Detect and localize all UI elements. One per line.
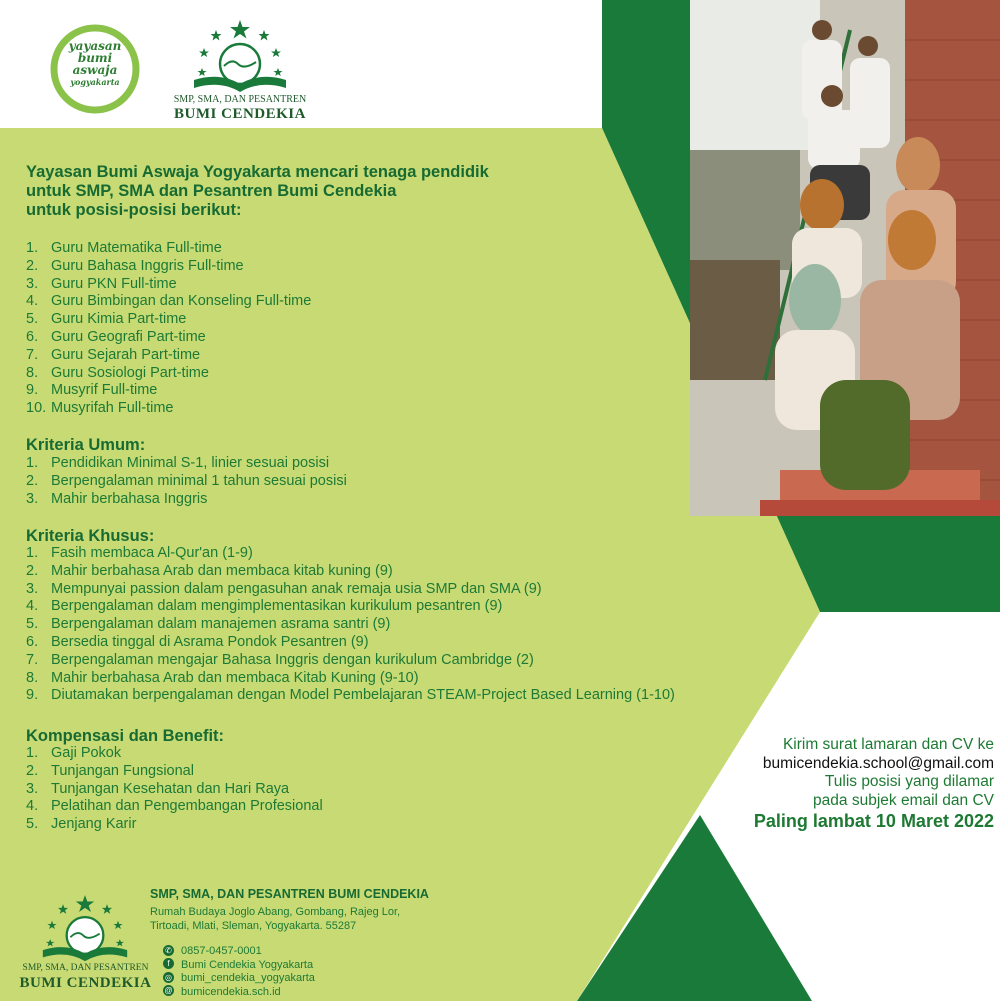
list-item: 10. Musyrifah Full-time (26, 400, 174, 417)
list-item: 2. Mahir berbahasa Arab dan membaca kitab kuning (9) (26, 562, 393, 579)
whatsapp-icon: ✆ (163, 945, 174, 956)
application-instructions (694, 736, 994, 831)
intro-line: Yayasan Bumi Aswaja Yogyakarta mencari tenaga pendidik (26, 163, 489, 181)
intro-heading (26, 163, 586, 220)
group-photo (690, 0, 1000, 516)
list-item: 2. Guru Bahasa Inggris Full-time (26, 257, 244, 274)
yayasan-logo-line: yogyakarta (70, 77, 120, 87)
list-item: 4. Guru Bimbingan dan Konseling Full-time (26, 293, 312, 310)
kriteria-umum-list (26, 455, 347, 508)
instruction-line: pada subjek email dan CV (813, 791, 994, 809)
list-item: 4. Pelatihan dan Pengembangan Profesional (26, 798, 323, 815)
list-item: 8. Guru Sosiologi Part-time (26, 364, 209, 381)
web-icon: @ (164, 986, 173, 996)
instruction-line: Kirim surat lamaran dan CV ke (782, 736, 994, 753)
list-item: 3. Mempunyai passion dalam pengasuhan anak remaja usia SMP dan SMA (9) (26, 580, 542, 597)
bumi-cendekia-emblem (180, 18, 300, 96)
logo-subtitle: SMP, SMA, DAN PESANTREN (173, 94, 307, 105)
list-item: 3. Guru PKN Full-time (26, 275, 177, 292)
list-item: 1. Pendidikan Minimal S-1, linier sesuai posisi (26, 455, 330, 471)
kriteria-umum-heading: Kriteria Umum: (26, 436, 146, 454)
address-line: Rumah Budaya Joglo Abang, Gombang, Rajeg Lor, (150, 906, 401, 918)
intro-line: untuk posisi-posisi berikut: (26, 201, 242, 219)
yayasan-logo-line: aswaja (72, 63, 118, 77)
footer-emblem (30, 893, 140, 965)
list-item: 7. Guru Sejarah Part-time (26, 346, 201, 363)
social-item-facebook[interactable]: f Bumi Cendekia Yogyakarta (163, 959, 315, 973)
footer-address (150, 905, 400, 933)
footer-logo-name: BUMI CENDEKIA (19, 975, 152, 991)
footer-title: SMP, SMA, DAN PESANTREN BUMI CENDEKIA (150, 887, 429, 901)
instagram-icon: ◎ (163, 972, 174, 983)
footer-logo-subtitle: SMP, SMA, DAN PESANTREN (22, 963, 149, 973)
yayasan-logo-text (50, 40, 140, 88)
list-item: 3. Tunjangan Kesehatan dan Hari Raya (26, 780, 290, 797)
list-item: 1. Fasih membaca Al-Qur'an (1-9) (26, 545, 253, 561)
list-item: 2. Tunjangan Fungsional (26, 762, 194, 779)
list-item: 5. Berpengalaman dalam manajemen asrama santri (9) (26, 616, 391, 633)
list-item: 1. Guru Matematika Full-time (26, 240, 222, 256)
yayasan-logo-line: bumi (77, 51, 113, 65)
social-item-website[interactable]: @ bumicendekia.sch.id (164, 985, 281, 998)
social-links (163, 945, 315, 999)
list-item: 7. Berpengalaman mengajar Bahasa Inggris dengan kurikulum Cambridge (2) (26, 651, 534, 668)
list-item: 2. Berpengalaman minimal 1 tahun sesuai posisi (26, 472, 347, 489)
logo-school-name: BUMI CENDEKIA (174, 106, 306, 122)
kompensasi-list (26, 745, 323, 834)
list-item: 6. Bersedia tinggal di Asrama Pondok Pesantren (9) (26, 633, 369, 650)
email-link[interactable]: bumicendekia.school@gmail.com (762, 754, 994, 772)
instruction-line: Tulis posisi yang dilamar (824, 773, 994, 790)
kriteria-khusus-list (26, 545, 675, 705)
kompensasi-heading: Kompensasi dan Benefit: (26, 727, 225, 745)
facebook-icon: f (163, 958, 174, 969)
intro-line: untuk SMP, SMA dan Pesantren Bumi Cendekia (26, 182, 397, 200)
social-item-instagram[interactable]: ◎ bumi_cendekia_yogyakarta (165, 972, 315, 984)
list-item: 9. Diutamakan berpengalaman dengan Model Pembelajaran STEAM-Project Based Learning (1-10) (26, 687, 675, 704)
list-item: 5. Jenjang Karir (26, 816, 137, 833)
address-line: Tirtoadi, Mlati, Sleman, Yogyakarta. 55287 (150, 920, 357, 932)
list-item: 9. Musyrif Full-time (26, 382, 158, 399)
social-item-phone[interactable]: ✆ 0857-0457-0001 (163, 945, 315, 959)
list-item: 5. Guru Kimia Part-time (26, 311, 187, 328)
list-item: 6. Guru Geografi Part-time (26, 328, 206, 345)
list-item: 8. Mahir berbahasa Arab dan membaca Kitab Kuning (9-10) (26, 669, 419, 686)
list-item: 4. Berpengalaman dalam mengimplementasikan kurikulum pesantren (9) (26, 598, 503, 615)
kriteria-khusus-heading: Kriteria Khusus: (26, 527, 155, 545)
yayasan-logo-line: yayasan (68, 39, 122, 53)
positions-list (26, 240, 311, 418)
list-item: 1. Gaji Pokok (26, 745, 122, 761)
list-item: 3. Mahir berbahasa Inggris (26, 490, 208, 507)
deadline-text: Paling lambat 10 Maret 2022 (753, 811, 994, 831)
